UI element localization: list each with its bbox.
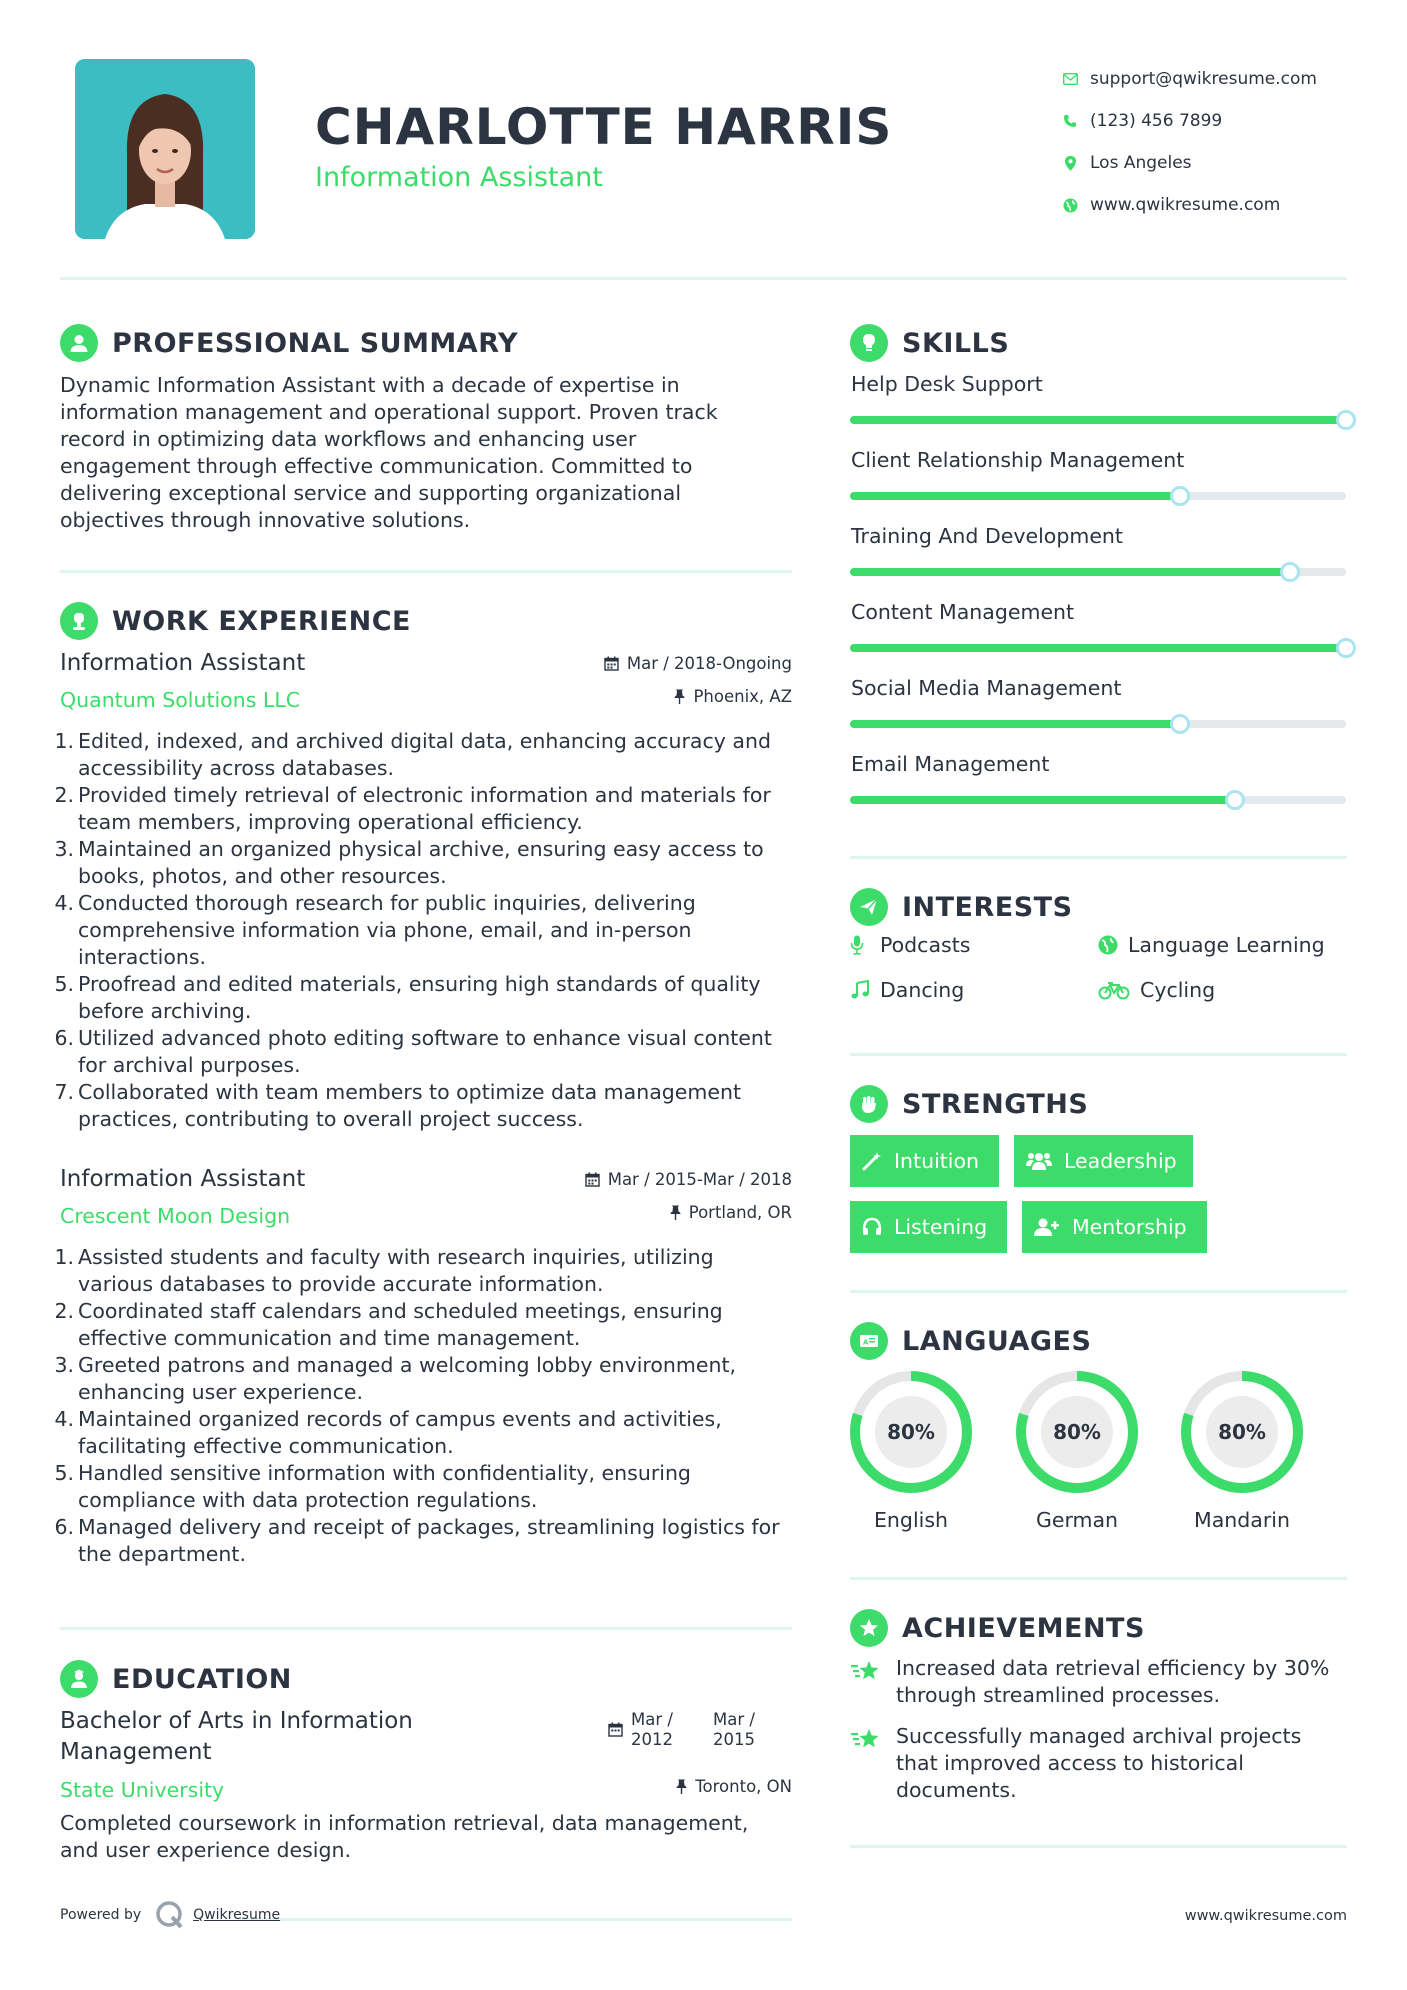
duty-item: 2. Coordinated staff calendars and scheduled meetings, ensuring effective communication and time management. — [54, 1299, 723, 1350]
globe-icon — [1098, 935, 1128, 955]
footer-divider — [240, 1918, 792, 1921]
skill-item: Email Management — [850, 752, 1350, 828]
profile-photo — [75, 59, 255, 239]
job-duties — [54, 1244, 792, 1568]
language-ring — [1013, 1368, 1141, 1496]
language-percent: 80% — [1053, 1420, 1101, 1444]
duty-item: 4. Conducted thorough research for public inquiries, delivering comprehensive information via phone, email, and in-person interactions. — [54, 891, 696, 969]
bicycle-icon — [1098, 980, 1140, 1000]
summary-divider — [60, 570, 792, 573]
duty-item: 2. Provided timely retrieval of electronic information and materials for team members, improving operational efficiency. — [54, 783, 771, 834]
contact-email[interactable] — [1050, 58, 1380, 100]
lightbulb-icon — [850, 324, 888, 362]
qwikresume-logo-icon — [155, 1900, 185, 1930]
star-icon — [850, 1723, 896, 1757]
achievement-text: Successfully managed archival projects that improved access to historical documents. — [896, 1724, 1302, 1802]
powered-by: Powered by Qwikresume — [60, 1900, 280, 1930]
job-title: Information Assistant — [60, 650, 306, 676]
language-item — [846, 1368, 976, 1532]
language-item — [1012, 1368, 1142, 1532]
envelope-icon — [1050, 73, 1090, 85]
contact-phone-text: (123) 456 7899 — [1090, 111, 1223, 131]
education-dates — [608, 1710, 795, 1750]
job-company: Crescent Moon Design — [60, 1204, 291, 1228]
duty-item: 1. Assisted students and faculty with research inquiries, utilizing various databases to provide accurate information. — [54, 1245, 714, 1296]
skill-bar — [850, 492, 1346, 500]
job-1 — [54, 650, 792, 1140]
language-percent: 80% — [887, 1420, 935, 1444]
skill-bar — [850, 720, 1346, 728]
strength-chip: Listening — [850, 1201, 1007, 1253]
skill-bar-knob — [1280, 562, 1300, 582]
strength-chip: Leadership — [1014, 1135, 1193, 1187]
achievement-item — [850, 1723, 1350, 1804]
language-name: German — [1035, 1508, 1119, 1532]
map-pin-icon — [1050, 156, 1090, 171]
phone-icon — [1050, 114, 1090, 128]
calendar-icon — [604, 656, 619, 671]
skill-bar-knob — [1170, 714, 1190, 734]
achievements-divider — [850, 1845, 1347, 1848]
skill-item: Training And Development — [850, 524, 1350, 600]
interest-item: Language Learning — [1098, 933, 1325, 957]
experience-heading: WORK EXPERIENCE — [60, 602, 411, 640]
skill-bar-fill — [850, 568, 1290, 576]
skill-item: Help Desk Support — [850, 372, 1350, 448]
education-location: Toronto, ON — [676, 1777, 792, 1796]
calendar-icon — [608, 1722, 623, 1737]
skill-bar-fill — [850, 416, 1346, 424]
contact-location-text: Los Angeles — [1090, 153, 1192, 173]
user-plus-icon — [1034, 1217, 1060, 1237]
language-item — [1177, 1368, 1307, 1532]
microphone-icon — [850, 935, 880, 955]
skill-bar-fill — [850, 492, 1180, 500]
contact-website[interactable] — [1050, 184, 1380, 226]
briefcase-icon — [60, 602, 98, 640]
job-date: Mar / 2015-Mar / 2018 — [585, 1170, 792, 1189]
skill-bar-knob — [1336, 410, 1356, 430]
summary-text: Dynamic Information Assistant with a decade of expertise in information management and operational support. Proven track record in optimizing data workflows and enhancing user engagement through effective communication. Committed to delivering exceptional service and supporting organizational objectives through innovative solutions. — [60, 373, 718, 532]
experience-divider — [60, 1627, 792, 1630]
users-icon — [1026, 1151, 1052, 1171]
duty-item: 7. Collaborated with team members to optimize data management practices, contributing to overall project success. — [54, 1080, 741, 1131]
globe-icon — [1050, 198, 1090, 213]
job-company: Quantum Solutions LLC — [60, 688, 301, 712]
job-date: Mar / 2018-Ongoing — [604, 654, 792, 673]
language-ring — [847, 1368, 975, 1496]
interests-heading: INTERESTS — [850, 888, 1073, 926]
star-icon — [850, 1655, 896, 1689]
strength-chip: Mentorship — [1022, 1201, 1207, 1253]
contact-location — [1050, 142, 1380, 184]
skills-divider — [850, 856, 1347, 859]
language-icon — [850, 1322, 888, 1360]
skill-bar-fill — [850, 644, 1346, 652]
job-2 — [54, 1166, 792, 1596]
user-icon — [60, 324, 98, 362]
paper-plane-icon — [850, 888, 888, 926]
skill-item: Social Media Management — [850, 676, 1350, 752]
svg-text:A: A — [863, 1338, 869, 1347]
summary-heading: PROFESSIONAL SUMMARY — [60, 324, 518, 362]
education-start: Mar / 2012 — [631, 1710, 673, 1749]
language-name: Mandarin — [1194, 1508, 1290, 1532]
duty-item: 1. Edited, indexed, and archived digital data, enhancing accuracy and accessibility across databases. — [54, 729, 771, 780]
duty-item: 4. Maintained organized records of campus events and activities, facilitating effective communication. — [54, 1407, 722, 1458]
skill-bar-knob — [1225, 790, 1245, 810]
achievements-heading: ACHIEVEMENTS — [850, 1609, 1145, 1647]
pushpin-icon — [670, 1205, 681, 1220]
interest-item: Podcasts — [850, 933, 970, 957]
duty-item: 6. Managed delivery and receipt of packages, streamlining logistics for the department. — [54, 1515, 780, 1566]
candidate-role: Information Assistant — [315, 162, 603, 193]
footer-url[interactable]: www.qwikresume.com — [1184, 1908, 1347, 1924]
header-divider — [60, 277, 1347, 280]
duty-item: 6. Utilized advanced photo editing software to enhance visual content for archival purposes. — [54, 1026, 772, 1077]
language-name: English — [873, 1508, 949, 1532]
pushpin-icon — [676, 1779, 687, 1794]
calendar-icon — [585, 1172, 600, 1187]
languages-heading: A LANGUAGES — [850, 1322, 1091, 1360]
education-heading: EDUCATION — [60, 1660, 292, 1698]
skill-bar-knob — [1170, 486, 1190, 506]
duty-item: 5. Handled sensitive information with confidentiality, ensuring compliance with data protection regulations. — [54, 1461, 691, 1512]
language-ring — [1178, 1368, 1306, 1496]
language-percent: 80% — [1218, 1420, 1266, 1444]
job-location: Portland, OR — [670, 1203, 792, 1222]
music-icon — [850, 980, 880, 1000]
job-duties — [54, 728, 792, 1133]
duty-item: 3. Greeted patrons and managed a welcoming lobby environment, enhancing user experience. — [54, 1353, 737, 1404]
skill-bar-fill — [850, 720, 1180, 728]
skill-bar — [850, 644, 1346, 652]
brand-link[interactable]: Qwikresume — [193, 1907, 281, 1923]
strength-chip: Intuition — [850, 1135, 999, 1187]
graduate-icon — [60, 1660, 98, 1698]
skill-item: Client Relationship Management — [850, 448, 1350, 524]
duty-item: 3. Maintained an organized physical archive, ensuring easy access to books, photos, and other resources. — [54, 837, 764, 888]
contact-phone[interactable] — [1050, 100, 1380, 142]
education-end: Mar / 2015 — [713, 1710, 755, 1749]
fist-icon — [850, 1085, 888, 1123]
contact-list — [1050, 58, 1380, 226]
skill-bar — [850, 416, 1346, 424]
school: State University — [60, 1778, 225, 1802]
candidate-name: CHARLOTTE HARRIS — [315, 98, 893, 156]
languages-divider — [850, 1577, 1347, 1580]
interests-divider — [850, 1053, 1347, 1056]
duty-item: 5. Proofread and edited materials, ensuring high standards of quality before archiving. — [54, 972, 761, 1023]
education-description: Completed coursework in information retrieval, data management, and user experience design. — [60, 1811, 749, 1862]
skill-bar — [850, 796, 1346, 804]
skill-bar-fill — [850, 796, 1235, 804]
degree: Bachelor of Arts in Information Management — [60, 1708, 413, 1765]
magic-wand-icon — [862, 1151, 882, 1171]
skill-item: Content Management — [850, 600, 1350, 676]
achievement-item — [850, 1655, 1350, 1709]
job-location: Phoenix, AZ — [674, 687, 792, 706]
interest-item: Cycling — [1098, 978, 1215, 1002]
job-title: Information Assistant — [60, 1166, 306, 1192]
headphones-icon — [862, 1217, 882, 1237]
skills-heading: SKILLS — [850, 324, 1009, 362]
star-badge-icon — [850, 1609, 888, 1647]
achievement-text: Increased data retrieval efficiency by 30% through streamlined processes. — [896, 1656, 1330, 1707]
strengths-heading: STRENGTHS — [850, 1085, 1088, 1123]
pushpin-icon — [674, 689, 685, 704]
skills-list — [850, 372, 1350, 828]
skill-bar — [850, 568, 1346, 576]
contact-website-text: www.qwikresume.com — [1090, 195, 1281, 215]
contact-email-text: support@qwikresume.com — [1090, 69, 1317, 89]
strengths-divider — [850, 1290, 1347, 1293]
skill-bar-knob — [1336, 638, 1356, 658]
interest-item: Dancing — [850, 978, 964, 1002]
